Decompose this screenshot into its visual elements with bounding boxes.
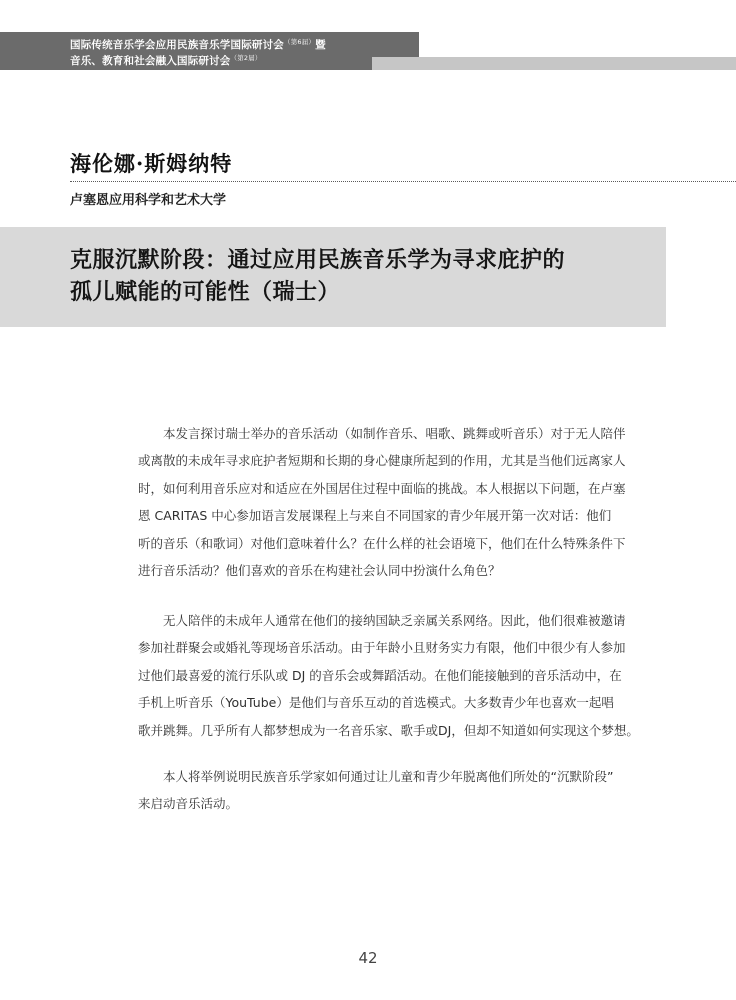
text-line: 歌并跳舞。几乎所有人都梦想成为一名音乐家、歌手或DJ，但却不知道如何实现这个梦想。 [138, 722, 639, 738]
header-edition-2: （第2届） [230, 54, 262, 62]
dotted-divider [70, 181, 736, 182]
author-affiliation: 卢塞恩应用科学和艺术大学 [70, 193, 227, 208]
body-paragraph-3 [138, 763, 638, 818]
text-line: 来启动音乐活动。 [138, 796, 239, 812]
text-line: 参加社群聚会或婚礼等现场音乐活动。由于年龄小且财务实力有限，他们中很少有人参加 [138, 640, 626, 656]
header-line-2: 音乐、教育和社会融入国际研讨会$^{(第2届)}$ [70, 54, 262, 67]
text-line: 听的音乐（和歌词）对他们意味着什么？在什么样的社会语境下，他们在什么特殊条件下 [138, 535, 626, 551]
author-name: 海伦娜·斯姆纳特 [70, 151, 233, 176]
text-line: 无人陪伴的未成年人通常在他们的接纳国缺乏亲属关系网络。因此，他们很难被邀请 [163, 613, 626, 628]
paper-title [70, 244, 565, 308]
title-line: 孤儿赋能的可能性（瑞士） [70, 279, 341, 305]
text-line: 手机上听音乐（YouTube）是他们与音乐互动的首选模式。大多数青少年也喜欢一起唱 [138, 695, 614, 711]
text-line: 过他们最喜爱的流行乐队或 DJ 的音乐会或舞蹈活动。在他们能接触到的音乐活动中，在 [138, 667, 622, 683]
page-number: 42 [358, 949, 378, 967]
text-line: 进行音乐活动？他们喜欢的音乐在构建社会认同中扮演什么角色？ [138, 563, 501, 579]
title-line: 克服沉默阶段：通过应用民族音乐学为寻求庇护的 [70, 247, 566, 273]
text-line: 或离散的未成年寻求庇护者短期和长期的身心健康所起到的作用，尤其是当他们远离家人 [138, 453, 626, 469]
header-edition-6: （第6届） [284, 38, 316, 46]
text-line: 时，如何利用音乐应对和适应在外国居住过程中面临的挑战。本人根据以下问题，在卢塞 [138, 480, 626, 496]
header-line-1: 国际传统音乐学会应用民族音乐学国际研讨会$^{(第6届)}$暨 [70, 38, 326, 51]
text-line: 本人将举例说明民族音乐学家如何通过让儿童和青少年脱离他们所处的“沉默阶段” [163, 769, 614, 784]
body-paragraph-1 [138, 420, 638, 584]
header-strip [372, 57, 736, 70]
text-line: 本发言探讨瑞士举办的音乐活动（如制作音乐、唱歌、跳舞或听音乐）对于无人陪伴 [163, 426, 626, 441]
text-line: 恩 CARITAS 中心参加语言发展课程上与来自不同国家的青少年展开第一次对话：他们 [138, 508, 612, 524]
body-paragraph-2 [138, 607, 638, 744]
